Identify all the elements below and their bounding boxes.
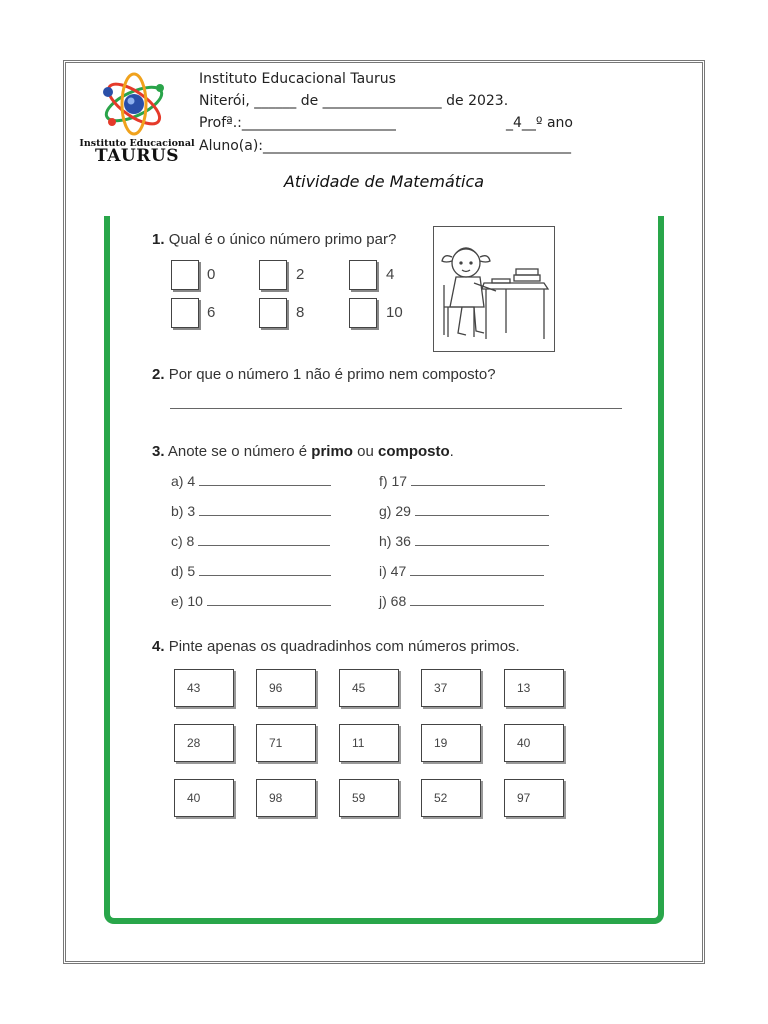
- number-box[interactable]: 52: [421, 779, 481, 817]
- number-box[interactable]: 11: [339, 724, 399, 762]
- question-text: Qual é o único número primo par?: [168, 231, 397, 248]
- girl-studying-illustration: [433, 226, 555, 352]
- item-b: [171, 503, 331, 519]
- number-box[interactable]: 71: [256, 724, 316, 762]
- answer-blank[interactable]: [410, 574, 544, 576]
- grade-line: _4__º ano: [506, 115, 573, 131]
- number-box[interactable]: 97: [504, 779, 564, 817]
- word-composto: composto: [378, 443, 450, 460]
- item-label: h) 36: [379, 533, 411, 549]
- checkbox-option-6[interactable]: [171, 298, 199, 328]
- question-2: [152, 366, 496, 383]
- question-text: Pinte apenas os quadradinhos com números primos.: [168, 638, 520, 655]
- logo-caption-small: Instituto Educacional: [79, 138, 195, 149]
- answer-blank[interactable]: [199, 574, 331, 576]
- question-number: 3.: [152, 443, 165, 460]
- option-label: 4: [386, 266, 395, 283]
- item-f: [379, 473, 545, 489]
- answer-blank[interactable]: [411, 484, 545, 486]
- word-primo: primo: [311, 443, 353, 460]
- option-label: 10: [386, 304, 403, 321]
- item-g: [379, 503, 549, 519]
- item-label: i) 47: [379, 563, 407, 579]
- checkbox-option-10[interactable]: [349, 298, 377, 328]
- item-label: b) 3: [171, 503, 196, 519]
- activity-title: Atividade de Matemática: [283, 172, 485, 191]
- number-box[interactable]: 13: [504, 669, 564, 707]
- number-box[interactable]: 37: [421, 669, 481, 707]
- number-box[interactable]: 28: [174, 724, 234, 762]
- answer-line[interactable]: [170, 408, 622, 409]
- checkbox-option-4[interactable]: [349, 260, 377, 290]
- answer-blank[interactable]: [199, 514, 331, 516]
- item-label: g) 29: [379, 503, 411, 519]
- question-3: [152, 443, 454, 460]
- checkbox-option-8[interactable]: [259, 298, 287, 328]
- number-box[interactable]: 43: [174, 669, 234, 707]
- number-box[interactable]: 19: [421, 724, 481, 762]
- question-text-start: Anote se o número é: [167, 443, 312, 460]
- student-line: Aluno(a):____________________________________________: [199, 138, 571, 154]
- question-number: 1.: [152, 231, 165, 248]
- question-text-middle: ou: [352, 443, 378, 460]
- item-a: [171, 473, 331, 489]
- question-1: [152, 231, 396, 248]
- answer-blank[interactable]: [199, 484, 331, 486]
- number-box[interactable]: 96: [256, 669, 316, 707]
- item-i: [379, 563, 544, 579]
- answer-blank[interactable]: [198, 544, 330, 546]
- number-box[interactable]: 40: [504, 724, 564, 762]
- option-label: 8: [296, 304, 305, 321]
- date-line: Niterói, ______ de _________________ de 2023.: [199, 93, 509, 109]
- answer-blank[interactable]: [410, 604, 544, 606]
- question-number: 2.: [152, 366, 165, 383]
- item-label: d) 5: [171, 563, 196, 579]
- option-label: 6: [207, 304, 216, 321]
- number-box[interactable]: 40: [174, 779, 234, 817]
- item-h: [379, 533, 549, 549]
- item-label: e) 10: [171, 593, 203, 609]
- school-name: Instituto Educacional Taurus: [199, 71, 396, 87]
- item-j: [379, 593, 544, 609]
- question-text-end: .: [449, 443, 454, 460]
- item-d: [171, 563, 331, 579]
- item-label: a) 4: [171, 473, 196, 489]
- option-label: 2: [296, 266, 305, 283]
- item-label: c) 8: [171, 533, 195, 549]
- item-label: f) 17: [379, 473, 408, 489]
- item-e: [171, 593, 331, 609]
- teacher-line: Profª.:______________________: [199, 115, 396, 131]
- checkbox-option-2[interactable]: [259, 260, 287, 290]
- number-box[interactable]: 45: [339, 669, 399, 707]
- checkbox-option-0[interactable]: [171, 260, 199, 290]
- item-c: [171, 533, 330, 549]
- logo-caption-large: TAURUS: [95, 146, 179, 166]
- answer-blank[interactable]: [207, 604, 331, 606]
- question-number: 4.: [152, 638, 165, 655]
- answer-blank[interactable]: [415, 544, 549, 546]
- item-label: j) 68: [379, 593, 407, 609]
- number-box[interactable]: 98: [256, 779, 316, 817]
- option-label: 0: [207, 266, 216, 283]
- girl-at-desk-drawing: [434, 227, 553, 350]
- number-box[interactable]: 59: [339, 779, 399, 817]
- answer-blank[interactable]: [415, 514, 549, 516]
- question-text: Por que o número 1 não é primo nem composto?: [168, 366, 496, 383]
- question-4: [152, 638, 520, 655]
